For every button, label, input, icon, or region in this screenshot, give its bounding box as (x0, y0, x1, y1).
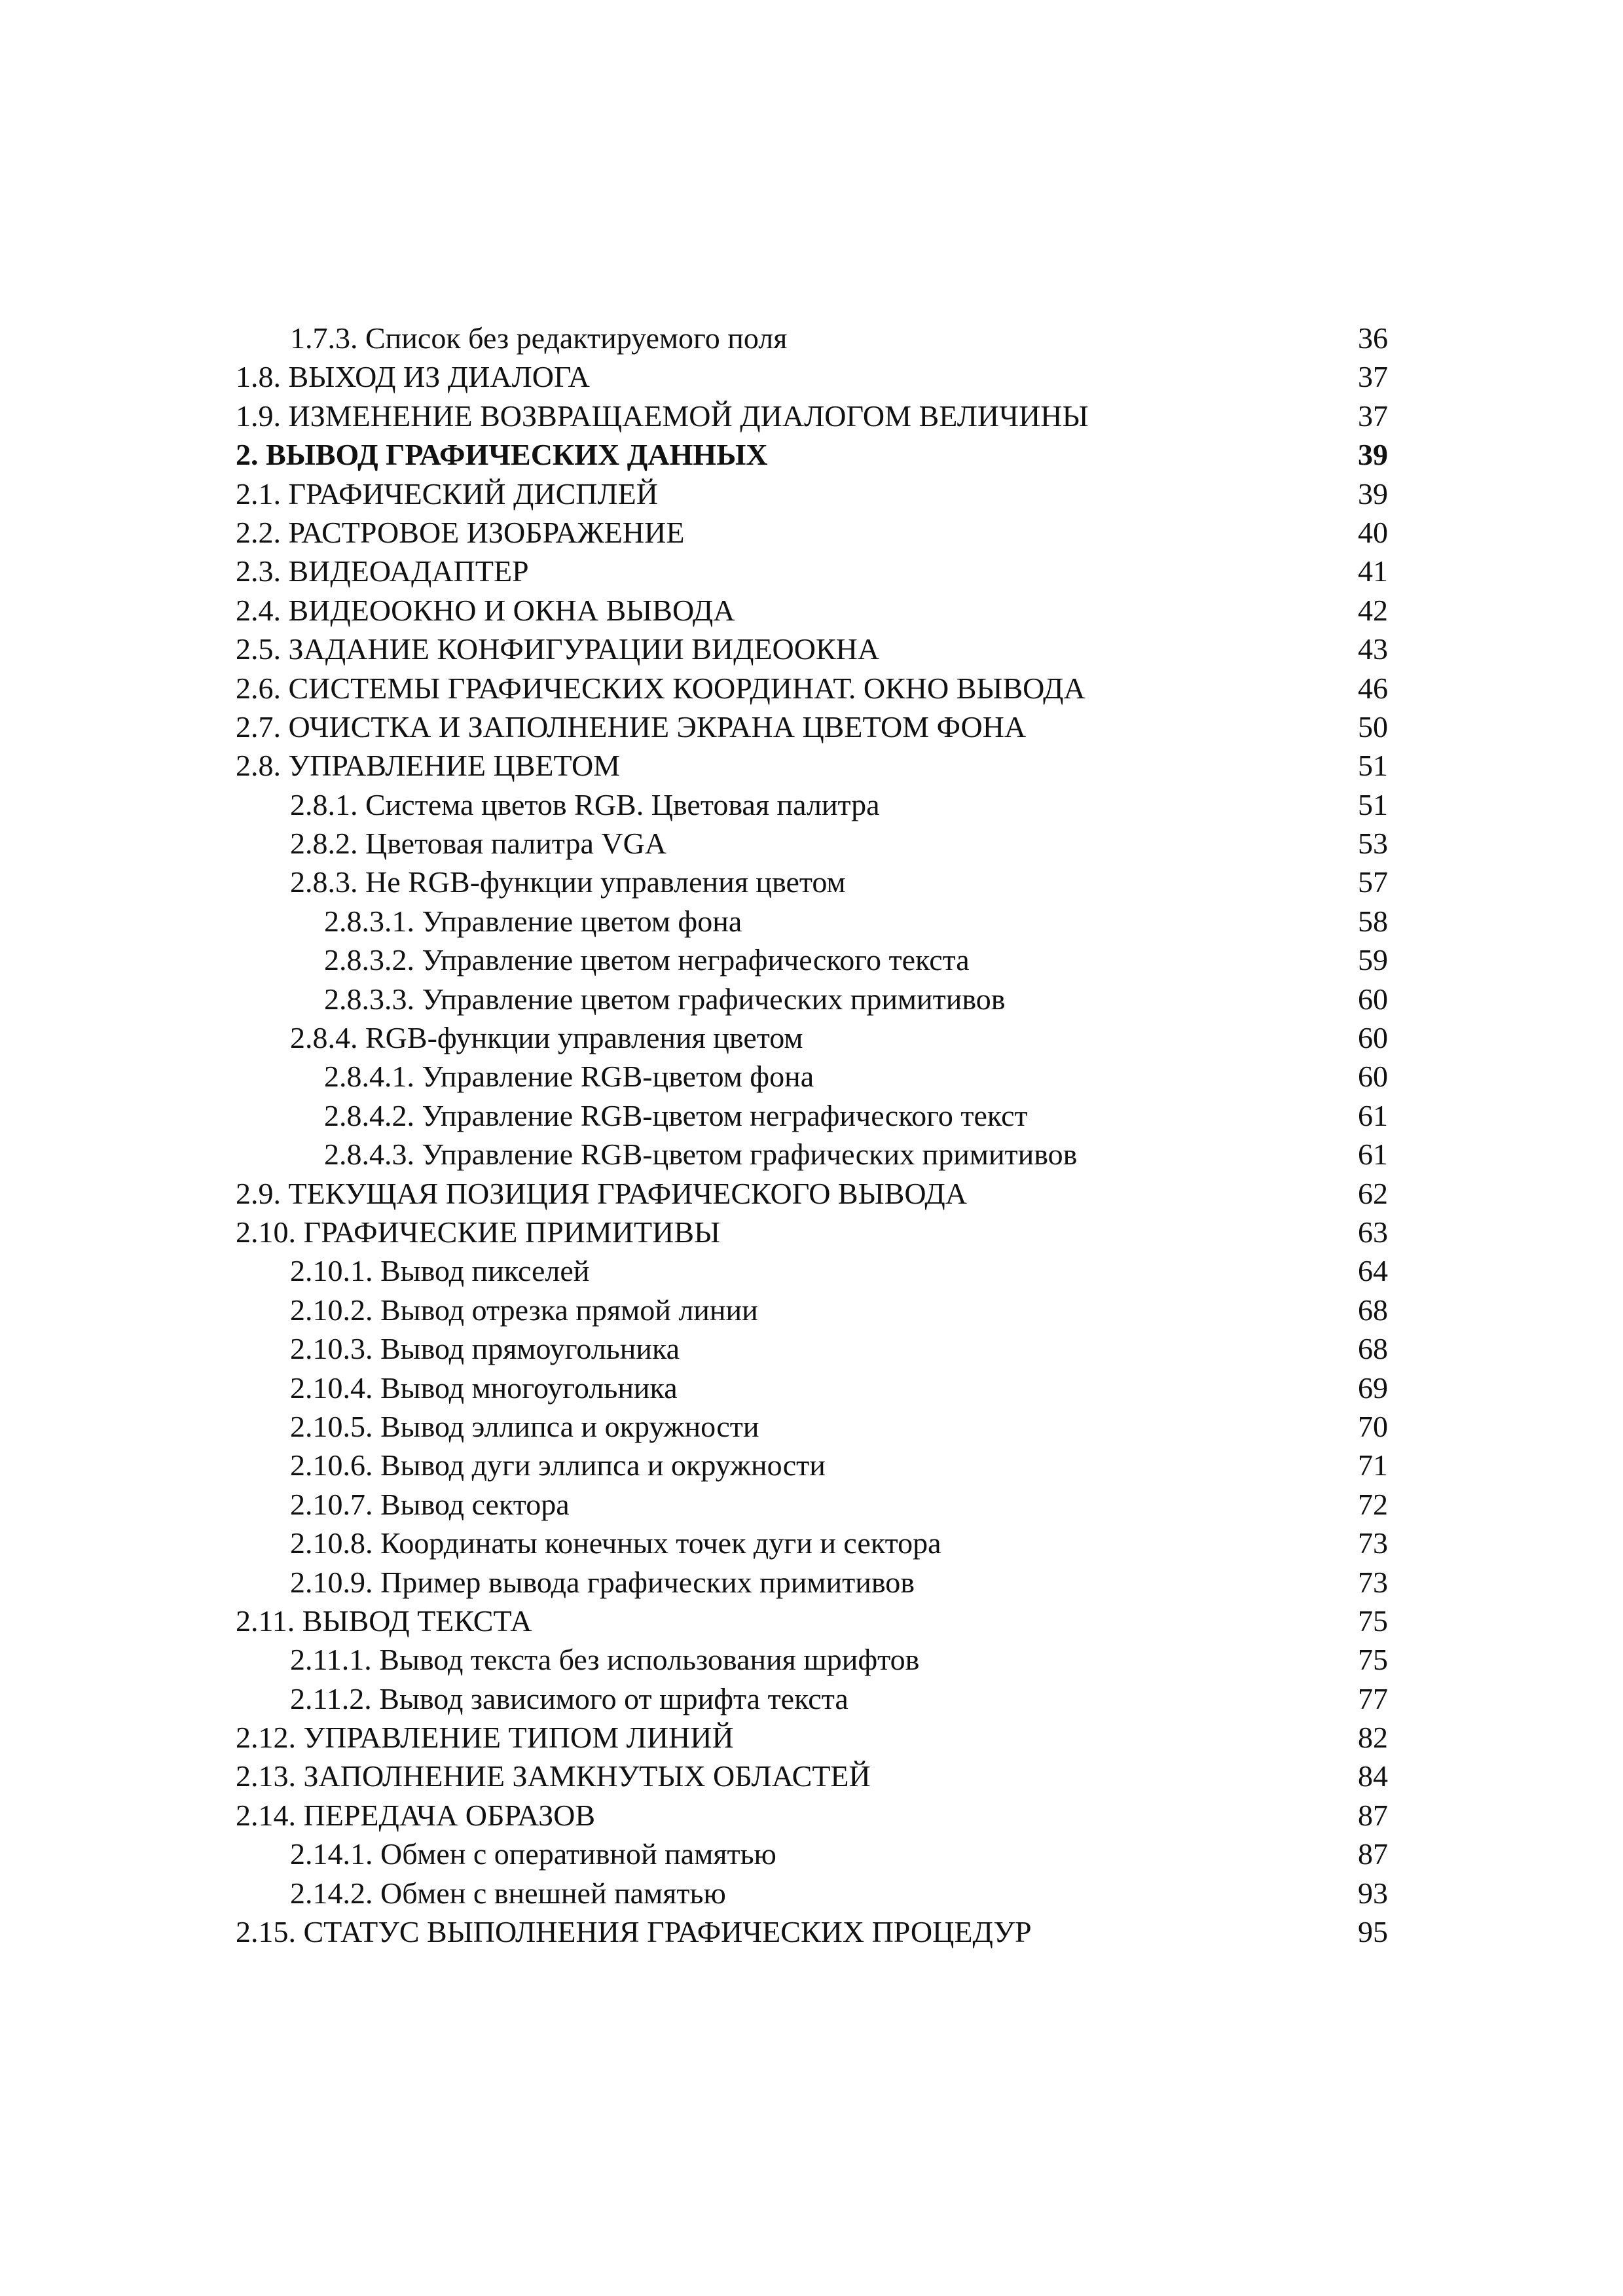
toc-entry (236, 475, 1388, 513)
toc-entry-page-number: 63 (1358, 1215, 1388, 1249)
toc-entry-page-number: 69 (1358, 1371, 1388, 1405)
toc-entry-page-number: 60 (1358, 1060, 1388, 1094)
toc-entry (236, 1640, 1388, 1679)
toc-entry-title: 2.10.2. Вывод отрезка прямой линии (290, 1293, 758, 1327)
toc-entry-page-number: 72 (1358, 1487, 1388, 1521)
toc-entry-title: 2.10.1. Вывод пикселей (290, 1254, 590, 1288)
toc-entry (236, 1251, 1388, 1290)
toc-entry-title: 2.12. УПРАВЛЕНИЕ ТИПОМ ЛИНИЙ (236, 1721, 734, 1755)
toc-entry-page-number: 46 (1358, 671, 1388, 705)
toc-entry-title: 2.8.3. Не RGB-функции управления цветом (290, 865, 846, 899)
toc-entry-page-number: 68 (1358, 1293, 1388, 1327)
toc-entry-title: 1.9. ИЗМЕНЕНИЕ ВОЗВРАЩАЕМОЙ ДИАЛОГОМ ВЕЛИЧИНЫ (236, 399, 1089, 433)
toc-entry-page-number: 75 (1358, 1643, 1388, 1677)
toc-entry-title: 2.13. ЗАПОЛНЕНИЕ ЗАМКНУТЫХ ОБЛАСТЕЙ (236, 1759, 871, 1793)
toc-entry-page-number: 73 (1358, 1526, 1388, 1560)
toc-entry-title: 2.10.9. Пример вывода графических примитивов (290, 1565, 915, 1599)
toc-entry-page-number: 82 (1358, 1721, 1388, 1755)
toc-entry-title: 2.8.3.3. Управление цветом графических примитивов (324, 982, 1006, 1016)
toc-entry (236, 1446, 1388, 1484)
toc-entry-page-number: 42 (1358, 593, 1388, 627)
toc-entry (236, 1174, 1388, 1213)
toc-entry (236, 1213, 1388, 1251)
toc-entry-title: 2.11.2. Вывод зависимого от шрифта текста (290, 1681, 848, 1715)
toc-entry (236, 591, 1388, 630)
toc-entry-page-number: 37 (1358, 360, 1388, 394)
toc-entry-title: 2.10. ГРАФИЧЕСКИЕ ПРИМИТИВЫ (236, 1215, 721, 1249)
toc-entry (236, 1018, 1388, 1057)
toc-entry-page-number: 84 (1358, 1759, 1388, 1793)
toc-entry (236, 1835, 1388, 1873)
toc-entry-title: 2.8.3.1. Управление цветом фона (324, 904, 742, 938)
toc-entry-title: 2.11. ВЫВОД ТЕКСТА (236, 1604, 532, 1638)
toc-entry (236, 1329, 1388, 1368)
toc-entry (236, 902, 1388, 941)
toc-entry (236, 319, 1388, 357)
toc-entry-page-number: 60 (1358, 1021, 1388, 1055)
toc-entry-title: 2.5. ЗАДАНИЕ КОНФИГУРАЦИИ ВИДЕООКНА (236, 632, 880, 666)
toc-entry (236, 1057, 1388, 1096)
toc-entry-page-number: 43 (1358, 632, 1388, 666)
toc-entry (236, 435, 1388, 474)
toc-entry-page-number: 40 (1358, 515, 1388, 549)
toc-entry-page-number: 39 (1358, 476, 1388, 511)
toc-entry (236, 1096, 1388, 1135)
toc-entry-title: 2.6. СИСТЕМЫ ГРАФИЧЕСКИХ КООРДИНАТ. ОКНО ВЫВОДА (236, 671, 1085, 705)
toc-entry-title: 2.9. ТЕКУЩАЯ ПОЗИЦИЯ ГРАФИЧЕСКОГО ВЫВОДА (236, 1176, 967, 1210)
toc-entry (236, 1679, 1388, 1718)
toc-entry (236, 1912, 1388, 1951)
toc-entry-page-number: 51 (1358, 787, 1388, 821)
toc-entry-title: 2.8.3.2. Управление цветом неграфического текста (324, 943, 970, 977)
toc-entry (236, 1757, 1388, 1795)
toc-entry (236, 1407, 1388, 1446)
toc-entry-page-number: 53 (1358, 827, 1388, 861)
toc-entry-title: 2.10.3. Вывод прямоугольника (290, 1332, 680, 1366)
toc-entry (236, 863, 1388, 901)
toc-entry (236, 785, 1388, 824)
toc-entry-title: 2.8.4.1. Управление RGB-цветом фона (324, 1060, 814, 1094)
toc-entry-page-number: 75 (1358, 1604, 1388, 1638)
toc-entry (236, 746, 1388, 785)
toc-entry-page-number: 61 (1358, 1138, 1388, 1172)
toc-entry-page-number: 58 (1358, 904, 1388, 938)
toc-entry-page-number: 59 (1358, 943, 1388, 977)
toc-entry-page-number: 87 (1358, 1837, 1388, 1871)
toc-entry (236, 397, 1388, 435)
toc-entry-title: 2.10.5. Вывод эллипса и окружности (290, 1409, 759, 1443)
toc-entry-page-number: 61 (1358, 1098, 1388, 1132)
toc-entry-title: 2. ВЫВОД ГРАФИЧЕСКИХ ДАННЫХ (236, 438, 768, 472)
toc-entry-title: 2.3. ВИДЕОАДАПТЕР (236, 554, 529, 588)
toc-entry (236, 630, 1388, 668)
toc-entry-title: 1.7.3. Список без редактируемого поля (290, 321, 788, 355)
toc-entry (236, 1718, 1388, 1757)
toc-entry-title: 2.10.8. Координаты конечных точек дуги и сектора (290, 1526, 941, 1560)
toc-entry (236, 708, 1388, 746)
toc-entry (236, 1135, 1388, 1174)
toc-entry (236, 552, 1388, 590)
toc-entry (236, 1563, 1388, 1602)
toc-entry (236, 357, 1388, 396)
toc-entry-title: 2.8.4.2. Управление RGB-цветом неграфического текст (324, 1098, 1028, 1132)
toc-entry-page-number: 68 (1358, 1332, 1388, 1366)
toc-entry-title: 2.1. ГРАФИЧЕСКИЙ ДИСПЛЕЙ (236, 476, 658, 511)
toc-entry (236, 513, 1388, 552)
toc-entry-page-number: 95 (1358, 1915, 1388, 1949)
toc-entry-page-number: 60 (1358, 982, 1388, 1016)
toc-entry (236, 1369, 1388, 1407)
toc-entry (236, 1796, 1388, 1835)
toc-entry-page-number: 37 (1358, 399, 1388, 433)
toc-entry-page-number: 73 (1358, 1565, 1388, 1599)
toc-entry-title: 2.10.6. Вывод дуги эллипса и окружности (290, 1448, 826, 1482)
toc-entry-page-number: 71 (1358, 1448, 1388, 1482)
toc-entry (236, 1485, 1388, 1524)
toc-entry-page-number: 70 (1358, 1409, 1388, 1443)
table-of-contents (236, 319, 1388, 1951)
toc-entry-title: 2.2. РАСТРОВОЕ ИЗОБРАЖЕНИЕ (236, 515, 685, 549)
toc-entry (236, 824, 1388, 863)
toc-entry-title: 2.4. ВИДЕООКНО И ОКНА ВЫВОДА (236, 593, 735, 627)
toc-entry-page-number: 41 (1358, 554, 1388, 588)
toc-entry-page-number: 51 (1358, 749, 1388, 783)
toc-entry-page-number: 64 (1358, 1254, 1388, 1288)
toc-entry-title: 2.8.1. Система цветов RGB. Цветовая палитра (290, 787, 880, 821)
toc-entry-title: 2.7. ОЧИСТКА И ЗАПОЛНЕНИЕ ЭКРАНА ЦВЕТОМ ФОНА (236, 709, 1027, 744)
toc-entry-page-number: 57 (1358, 865, 1388, 899)
toc-entry-title: 2.10.4. Вывод многоугольника (290, 1371, 678, 1405)
toc-entry-page-number: 93 (1358, 1876, 1388, 1910)
toc-entry-title: 2.8.2. Цветовая палитра VGA (290, 827, 667, 861)
toc-entry-page-number: 87 (1358, 1798, 1388, 1832)
toc-entry-title: 2.15. СТАТУС ВЫПОЛНЕНИЯ ГРАФИЧЕСКИХ ПРОЦЕДУР (236, 1915, 1032, 1949)
toc-entry-title: 2.8.4. RGB-функции управления цветом (290, 1021, 803, 1055)
toc-entry (236, 669, 1388, 708)
toc-entry-page-number: 62 (1358, 1176, 1388, 1210)
toc-entry (236, 1602, 1388, 1640)
toc-entry (236, 980, 1388, 1018)
toc-entry (236, 1524, 1388, 1562)
toc-entry-title: 2.14.2. Обмен с внешней памятью (290, 1876, 726, 1910)
toc-entry-title: 2.8.4.3. Управление RGB-цветом графических примитивов (324, 1138, 1078, 1172)
toc-entry-title: 1.8. ВЫХОД ИЗ ДИАЛОГА (236, 360, 590, 394)
toc-entry-title: 2.14.1. Обмен с оперативной памятью (290, 1837, 776, 1871)
toc-entry-title: 2.11.1. Вывод текста без использования шрифтов (290, 1643, 920, 1677)
toc-entry-title: 2.8. УПРАВЛЕНИЕ ЦВЕТОМ (236, 749, 621, 783)
toc-entry-title: 2.10.7. Вывод сектора (290, 1487, 570, 1521)
toc-entry-page-number: 36 (1358, 321, 1388, 355)
toc-entry-page-number: 39 (1358, 438, 1388, 472)
toc-entry (236, 1874, 1388, 1912)
toc-entry-title: 2.14. ПЕРЕДАЧА ОБРАЗОВ (236, 1798, 596, 1832)
toc-entry (236, 941, 1388, 979)
toc-entry-page-number: 77 (1358, 1681, 1388, 1715)
toc-entry (236, 1291, 1388, 1329)
toc-entry-page-number: 50 (1358, 709, 1388, 744)
